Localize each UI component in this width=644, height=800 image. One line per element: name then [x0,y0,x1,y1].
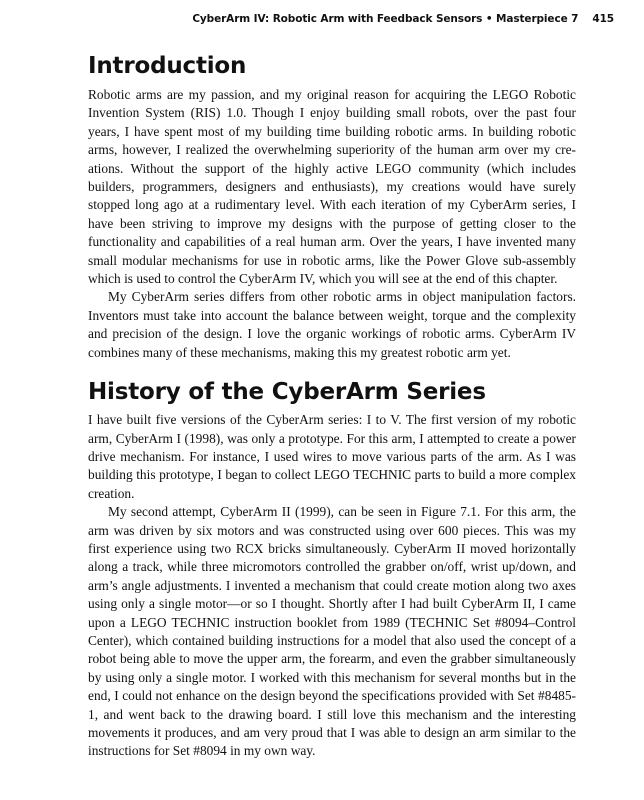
paragraph: My CyberArm series differs from other robotic arms in object manipulation factors. Inventors must take into account the balance between weight, torque and the complexity and precision of the design. I love the organic workings of robotic arms. CyberArm IV combines many of these mechanisms, making this my greatest robotic arm yet. [88,289,576,360]
paragraph: I have built five versions of the CyberArm series: I to V. The first version of my robotic arm, CyberArm I (1998), was only a prototype. For this arm, I attempted to create a power drive mechanism. For instance, I used wires to move various parts of the arm. As I was building this prototype, I began to collect LEGO TECHNIC parts to build a more complex creation. [88,412,576,501]
paragraph: Robotic arms are my passion, and my original reason for acquiring the LEGO Robotic Invention System (RIS) 1.0. Though I enjoy building small robots, over the past four years, I have spent most of my building time building robotic arms. In building robotic arms, however, I realized the overwhelming superiority of the human arm over my creations. Without the support of the highly active LEGO community (which includes builders, programmers, designers and enthusiasts), my creations would have surely stopped long ago at a rudimentary level. With each iteration of my CyberArm series, I have been striving to improve my designs with the purpose of getting closer to the functionality and capabilities of a real human arm. Over the years, I have invented many small modular mechanisms for use in robotic arms, like the Power Glove sub-assembly which is used to control the CyberArm IV, which you will see at the end of this chapter. [88,87,576,287]
section-heading-introduction: Introduction [88,53,247,79]
paragraph: My second attempt, CyberArm II (1999), can be seen in Figure 7.1. For this arm, the arm was driven by six motors and was constructed using over 600 pieces. This was my first experience using two RCX bricks simultaneously. CyberArm II moved horizontally along a track, while three micromotors controlled the grabber on/off, wrist up/down, and arm’s angle adjustments. I invented a mechanism that could create motion along two axes using only a single motor—or so I thought. Shortly after I had built CyberArm II, I came upon a LEGO TECHNIC instruction booklet from 1989 (TECHNIC Set #8094–Control Center), which contained building instructions for a model that also used the concept of a robot being able to move the upper arm, the forearm, and even the grabber simultaneously by using only a single motor. I worked with this mechanism for several months but in the end, I could not enhance on the design beyond the specifications provided with Set #8485-1, and went back to the drawing board. I still love this mechanism and the interesting movements it produces, and am very proud that I was able to design an arm similar to the instructions for Set #8094 in my own way. [88,504,576,759]
section-heading-history: History of the CyberArm Series [88,379,486,406]
page-number: 415 [592,13,614,25]
page-content [88,52,576,761]
running-header [192,13,614,25]
running-title: CyberArm IV: Robotic Arm with Feedback Sensors • Masterpiece 7 [192,13,579,25]
